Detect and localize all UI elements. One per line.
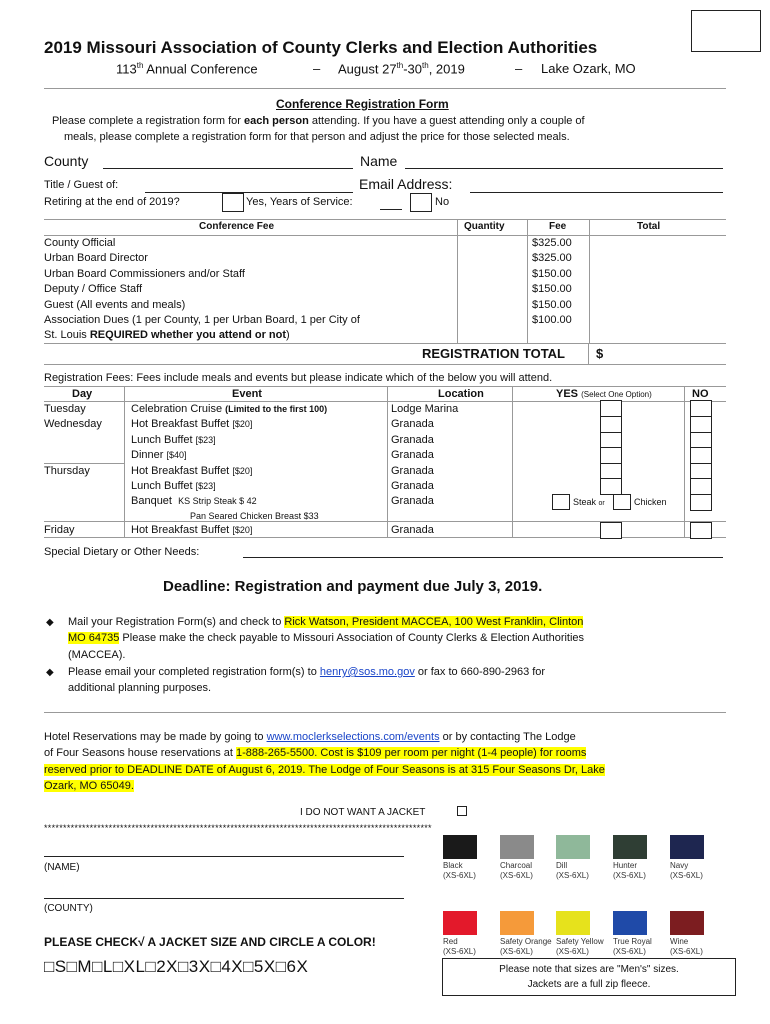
intro-pre: Please complete a registration form for <box>52 115 244 127</box>
jacket-note-line1: Please note that sizes are "Men's" sizes. <box>499 964 679 975</box>
name-field[interactable] <box>405 168 723 169</box>
size-checkbox[interactable]: □ <box>145 957 157 976</box>
mail-zip: MO 64735 <box>68 632 120 644</box>
fri-breakfast-no-checkbox[interactable] <box>690 522 712 539</box>
fee-header-quantity: Quantity <box>464 221 505 232</box>
color-range: (XS-6XL) <box>613 871 646 880</box>
special-needs-label: Special Dietary or Other Needs: <box>44 546 200 558</box>
event-label: Hot Breakfast Buffet <box>131 465 230 477</box>
hotel-line3 <box>44 764 605 776</box>
color-swatch-dill[interactable] <box>556 835 590 859</box>
size-checkbox[interactable]: □ <box>177 957 189 976</box>
event-location: Granada <box>391 449 434 461</box>
conf-rest: Annual Conference <box>143 61 258 77</box>
event-name <box>131 480 216 492</box>
no-label: No <box>435 196 450 208</box>
size-label: M <box>77 957 93 976</box>
events-header-no: NO <box>692 388 709 400</box>
cruise-no-checkbox[interactable] <box>690 400 712 417</box>
chicken-checkbox[interactable] <box>613 494 631 510</box>
title-guest-label: Title / Guest of: <box>44 179 119 191</box>
section-divider <box>44 712 726 713</box>
banquet-no-checkbox[interactable] <box>690 494 712 511</box>
color-name: Safety Orange <box>500 937 552 946</box>
mail-instructions-line3: (MACCEA). <box>68 649 126 661</box>
color-label-hunter <box>613 861 673 881</box>
chicken-label: Chicken <box>634 497 667 507</box>
event-name <box>131 449 187 461</box>
color-name: Black <box>443 861 463 870</box>
steak-label <box>573 497 605 507</box>
wed-breakfast-no-checkbox[interactable] <box>690 416 712 433</box>
mail-pre: Mail your Registration Form(s) and check to <box>68 616 285 628</box>
email-label: Email Address: <box>359 176 453 192</box>
event-name <box>131 418 252 430</box>
email-instructions-line2: additional planning purposes. <box>68 682 212 694</box>
color-name: Wine <box>670 937 689 946</box>
star-divider: ****************************************************************************************************** <box>44 823 432 833</box>
fee-row-fee: $150.00 <box>532 283 572 295</box>
color-label-safety-orange <box>500 937 560 957</box>
conf-number: 113 <box>116 61 137 77</box>
jacket-check-label: PLEASE CHECK√ A JACKET SIZE AND CIRCLE A COLOR! <box>44 935 376 949</box>
color-swatch-black[interactable] <box>443 835 477 859</box>
event-name <box>131 434 216 446</box>
mail-post: Please make the check payable to Missouri Association of County Clerks & Election Authorities <box>119 632 585 644</box>
total-divider <box>588 344 589 364</box>
color-range: (XS-6XL) <box>613 947 646 956</box>
dates-sup1: th <box>396 61 404 70</box>
color-range: (XS-6XL) <box>443 947 476 956</box>
fee-row-label: Association Dues (1 per County, 1 per Urban Board, 1 per City of <box>44 314 360 326</box>
conference-dates <box>338 61 465 76</box>
intro-bold: each person <box>243 115 309 127</box>
color-label-wine <box>670 937 730 957</box>
jacket-name-label: (NAME) <box>44 862 80 873</box>
size-checkbox[interactable]: □ <box>210 957 222 976</box>
fri-breakfast-yes-checkbox[interactable] <box>600 522 622 539</box>
wed-dinner-no-checkbox[interactable] <box>690 447 712 464</box>
retiring-no-checkbox[interactable] <box>410 193 432 212</box>
dues-bold: REQUIRED whether you attend or not <box>89 329 287 341</box>
county-label: County <box>44 153 89 169</box>
hotel-line2 <box>44 747 586 759</box>
event-name <box>131 495 257 507</box>
event-label: Hot Breakfast Buffet <box>131 418 230 430</box>
event-note: [$40] <box>166 450 187 460</box>
hotel-pre: Hotel Reservations may be made by going to <box>44 731 267 743</box>
events-header-day: Day <box>72 388 93 400</box>
event-location: Granada <box>391 524 434 536</box>
color-swatch-charcoal[interactable] <box>500 835 534 859</box>
event-note: [$23] <box>195 481 216 491</box>
event-day: Wednesday <box>44 418 102 430</box>
header-divider <box>44 88 726 89</box>
hotel-deadline: reserved prior to DEADLINE DATE of August 6, 2019. The Lodge of Four Seasons is at 315 Four Seasons Dr, Lake <box>44 764 605 776</box>
event-label: Dinner <box>131 449 164 461</box>
fee-row-fee: $325.00 <box>532 252 572 264</box>
color-swatch-red[interactable] <box>443 911 477 935</box>
dates-post: , 2019 <box>428 61 465 77</box>
hotel-line2-pre: of Four Seasons house reservations at <box>44 747 236 759</box>
size-label: S <box>54 957 67 976</box>
page-title: 2019 Missouri Association of County Clerks and Election Authorities <box>44 38 598 57</box>
color-label-true-royal <box>613 937 673 957</box>
total-underline <box>44 364 726 365</box>
event-location: Granada <box>391 495 434 507</box>
size-checkbox[interactable]: □ <box>243 957 254 976</box>
fee-header-fee: Fee <box>549 221 567 232</box>
dates-mid: -30 <box>403 61 423 77</box>
hotel-link[interactable]: www.moclerkselections.com/events <box>266 731 440 743</box>
bullet-diamond-icon: ◆ <box>46 667 54 678</box>
bullet-diamond-icon: ◆ <box>46 617 54 628</box>
event-note: [$20] <box>232 525 253 535</box>
color-label-black <box>443 861 503 881</box>
deadline-text: Deadline: Registration and payment due July 3, 2019. <box>163 578 543 595</box>
event-location: Granada <box>391 418 434 430</box>
color-name: Charcoal <box>500 861 533 870</box>
color-range: (XS-6XL) <box>670 947 703 956</box>
event-location: Lodge Marina <box>391 403 459 415</box>
jacket-name-field[interactable] <box>44 856 404 857</box>
size-checkbox[interactable]: □ <box>44 957 55 976</box>
color-range: (XS-6XL) <box>556 947 589 956</box>
event-location: Granada <box>391 480 434 492</box>
color-swatch-true-royal[interactable] <box>613 911 647 935</box>
hotel-phone-cost: 1-888-265-5500. Cost is $109 per room per night (1-4 people) for rooms <box>236 747 587 759</box>
fee-row-fee: $150.00 <box>532 268 572 280</box>
size-options <box>44 957 308 977</box>
conf-sup: th <box>136 61 144 70</box>
email-field[interactable] <box>470 192 723 193</box>
color-name: Hunter <box>613 861 638 870</box>
color-name: Navy <box>670 861 689 870</box>
event-note: [$20] <box>232 466 253 476</box>
banquet-line2: Pan Seared Chicken Breast $33 <box>190 511 319 521</box>
fee-header-total: Total <box>637 221 661 232</box>
hotel-line4 <box>44 780 134 792</box>
event-location: Granada <box>391 434 434 446</box>
event-note: [$20] <box>232 419 253 429</box>
color-label-safety-yellow <box>556 937 616 957</box>
conference-location: Lake Ozark, MO <box>541 61 636 76</box>
fee-row-label: Urban Board Director <box>44 252 148 264</box>
corner-box <box>691 10 761 52</box>
steak-text: Steak <box>573 497 597 507</box>
jacket-county-label: (COUNTY) <box>44 903 93 914</box>
steak-checkbox[interactable] <box>552 494 570 510</box>
dues-post: ) <box>286 329 290 341</box>
wed-breakfast-yes-checkbox[interactable] <box>600 416 622 433</box>
dues-pre: St. Louis <box>44 329 90 341</box>
event-note: KS Strip Steak $ 42 <box>178 496 257 506</box>
fee-row-fee: $100.00 <box>532 314 572 326</box>
size-checkbox[interactable]: □ <box>275 957 287 976</box>
fee-row-label: Guest (All events and meals) <box>44 299 186 311</box>
cruise-yes-checkbox[interactable] <box>600 400 622 417</box>
hotel-post: or by contacting The Lodge <box>439 731 576 743</box>
event-day: Friday <box>44 524 75 536</box>
event-note: (Limited to the first 100) <box>225 404 328 414</box>
size-checkbox[interactable]: □ <box>112 957 124 976</box>
color-range: (XS-6XL) <box>443 871 476 880</box>
mail-address: Rick Watson, President MACCEA, 100 West Franklin, Clinton <box>284 616 584 628</box>
jacket-note-line2: Jackets are a full zip fleece. <box>527 979 651 990</box>
size-label: 6X <box>286 957 309 976</box>
color-swatch-safety-yellow[interactable] <box>556 911 590 935</box>
event-name <box>131 465 252 477</box>
dash-2: – <box>515 61 523 76</box>
event-day: Tuesday <box>44 403 86 415</box>
yes-note: (Select One Option) <box>581 390 652 399</box>
no-jacket-checkbox[interactable] <box>457 806 467 816</box>
event-label: Lunch Buffet <box>131 434 193 446</box>
jacket-county-field[interactable] <box>44 898 404 899</box>
fee-row-fee: $150.00 <box>532 299 572 311</box>
form-title: Conference Registration Form <box>276 97 449 111</box>
jacket-note-box <box>442 958 736 996</box>
conference-subtitle <box>116 61 258 76</box>
event-note: [$23] <box>195 435 216 445</box>
dash-1: – <box>313 61 321 76</box>
color-name: Dill <box>556 861 568 870</box>
dates-pre: August 27 <box>338 61 397 77</box>
color-range: (XS-6XL) <box>670 871 703 880</box>
no-jacket-label: I DO NOT WANT A JACKET <box>300 807 426 818</box>
registration-total-label: REGISTRATION TOTAL <box>422 346 565 361</box>
yes-service-label: Yes, Years of Service: <box>246 196 353 208</box>
event-name <box>131 524 252 536</box>
color-range: (XS-6XL) <box>500 871 533 880</box>
color-swatch-wine[interactable] <box>670 911 704 935</box>
form-intro-line2: meals, please complete a registration form for that person and adjust the price for those selected meals. <box>64 131 570 143</box>
color-swatch-safety-orange[interactable] <box>500 911 534 935</box>
retiring-label: Retiring at the end of 2019? <box>44 196 180 208</box>
event-label: Celebration Cruise <box>131 403 223 415</box>
color-label-dill <box>556 861 616 881</box>
size-label: L <box>102 957 113 976</box>
hotel-line1 <box>44 731 576 743</box>
email-instructions <box>68 666 545 678</box>
county-field[interactable] <box>103 168 353 169</box>
size-checkbox[interactable]: □ <box>92 957 103 976</box>
size-checkbox[interactable]: □ <box>66 957 78 976</box>
wed-dinner-yes-checkbox[interactable] <box>600 447 622 464</box>
email-post: or fax to 660-890-2963 for <box>414 666 546 678</box>
event-day: Thursday <box>44 465 90 477</box>
size-label: 4X <box>221 957 244 976</box>
title-guest-field[interactable] <box>145 192 353 193</box>
color-swatch-navy[interactable] <box>670 835 704 859</box>
yes-label: YES <box>556 388 579 400</box>
events-header-location: Location <box>438 388 484 400</box>
years-service-field[interactable] <box>380 209 402 210</box>
email-link[interactable]: henry@sos.mo.gov <box>319 666 415 678</box>
size-label: 3X <box>188 957 211 976</box>
color-label-charcoal <box>500 861 560 881</box>
name-label: Name <box>360 153 398 169</box>
size-label: XL <box>123 957 146 976</box>
color-name: Safety Yellow <box>556 937 604 946</box>
fee-header-conference: Conference Fee <box>199 221 275 232</box>
fee-row-label: County Official <box>44 237 116 249</box>
dates-sup2: th <box>422 61 429 70</box>
color-range: (XS-6XL) <box>500 947 533 956</box>
form-intro <box>52 115 585 127</box>
color-label-red <box>443 937 503 957</box>
color-range: (XS-6XL) <box>556 871 589 880</box>
dues-line2 <box>44 329 290 341</box>
color-name: Red <box>443 937 458 946</box>
fee-row-label: Urban Board Commissioners and/or Staff <box>44 268 245 280</box>
event-label: Hot Breakfast Buffet <box>131 524 230 536</box>
special-needs-field[interactable] <box>243 557 723 558</box>
thu-lunch-no-checkbox[interactable] <box>690 478 712 495</box>
email-pre: Please email your completed registration form(s) to <box>68 666 320 678</box>
intro-post: attending. If you have a guest attending only a couple of <box>308 115 585 127</box>
mail-instructions <box>68 616 583 628</box>
thu-lunch-yes-checkbox[interactable] <box>600 478 622 495</box>
event-label: Lunch Buffet <box>131 480 193 492</box>
color-label-navy <box>670 861 730 881</box>
fee-row-label: Deputy / Office Staff <box>44 283 143 295</box>
events-header-event: Event <box>232 388 262 400</box>
event-label: Banquet <box>131 495 172 507</box>
hotel-address: Ozark, MO 65049. <box>44 780 134 792</box>
registration-total-currency: $ <box>596 346 604 361</box>
event-location: Granada <box>391 465 434 477</box>
or-text: or <box>598 500 605 507</box>
event-name <box>131 403 327 415</box>
events-intro: Registration Fees: Fees include meals and events but please indicate which of the below you will attend. <box>44 372 553 384</box>
size-label: 5X <box>253 957 276 976</box>
size-label: 2X <box>156 957 178 976</box>
retiring-yes-checkbox[interactable] <box>222 193 244 212</box>
fee-table <box>44 219 726 344</box>
color-name: True Royal <box>613 937 652 946</box>
fee-row-fee: $325.00 <box>532 237 572 249</box>
color-swatch-hunter[interactable] <box>613 835 647 859</box>
mail-instructions-line2 <box>68 632 584 644</box>
